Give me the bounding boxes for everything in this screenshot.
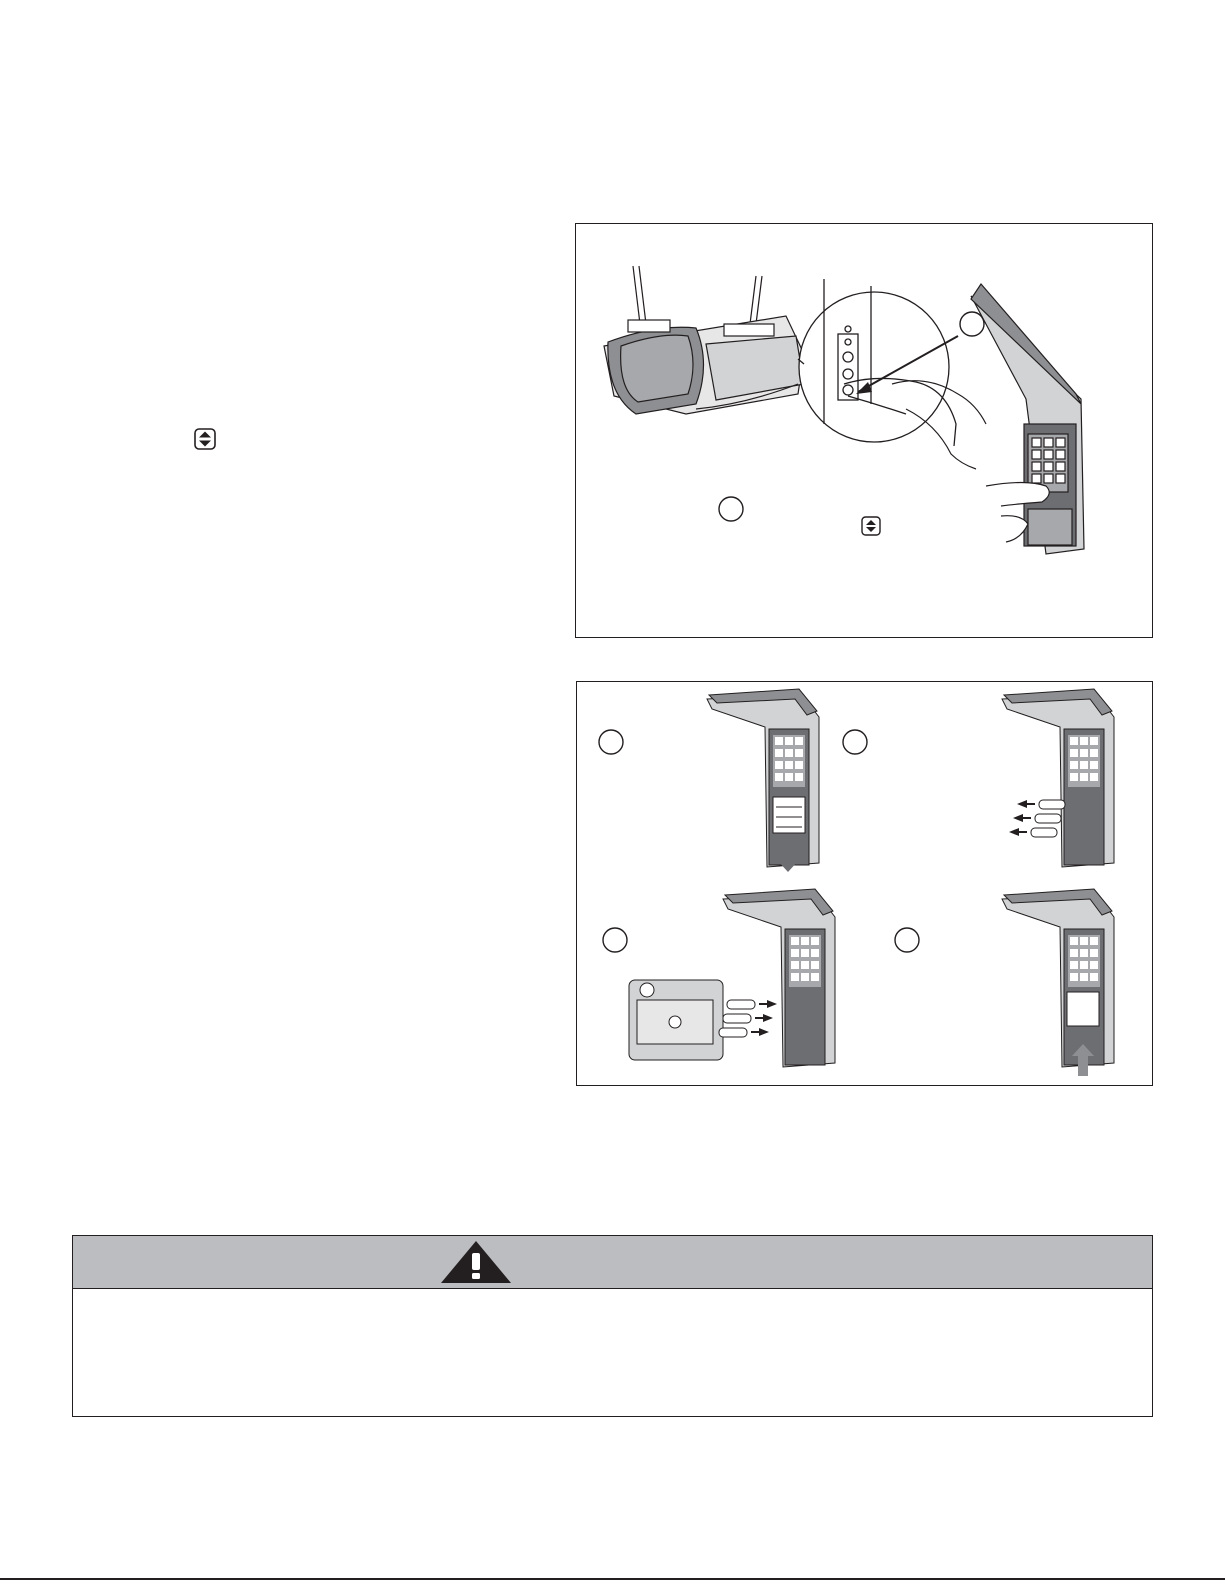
warning-header xyxy=(73,1236,1152,1289)
warning-box xyxy=(72,1235,1153,1417)
battery-cover xyxy=(629,980,723,1060)
garage-door-opener xyxy=(604,266,804,414)
step-marker-2 xyxy=(843,730,867,754)
warning-body xyxy=(73,1290,1152,1416)
step-marker-1 xyxy=(599,730,623,754)
step-marker-2 xyxy=(719,497,743,521)
up-down-arrow-icon xyxy=(194,428,216,450)
step-marker-1 xyxy=(960,312,984,336)
keypad xyxy=(971,284,1084,554)
up-down-arrow-icon xyxy=(862,517,880,535)
warning-triangle-icon xyxy=(437,1238,515,1286)
figure-battery-replacement xyxy=(576,681,1153,1086)
learn-button-zoom xyxy=(798,279,956,446)
page-bottom-rule xyxy=(0,1578,1225,1580)
figure-program-keypad xyxy=(575,223,1153,638)
step-marker-4 xyxy=(895,928,919,952)
step-marker-3 xyxy=(603,928,627,952)
